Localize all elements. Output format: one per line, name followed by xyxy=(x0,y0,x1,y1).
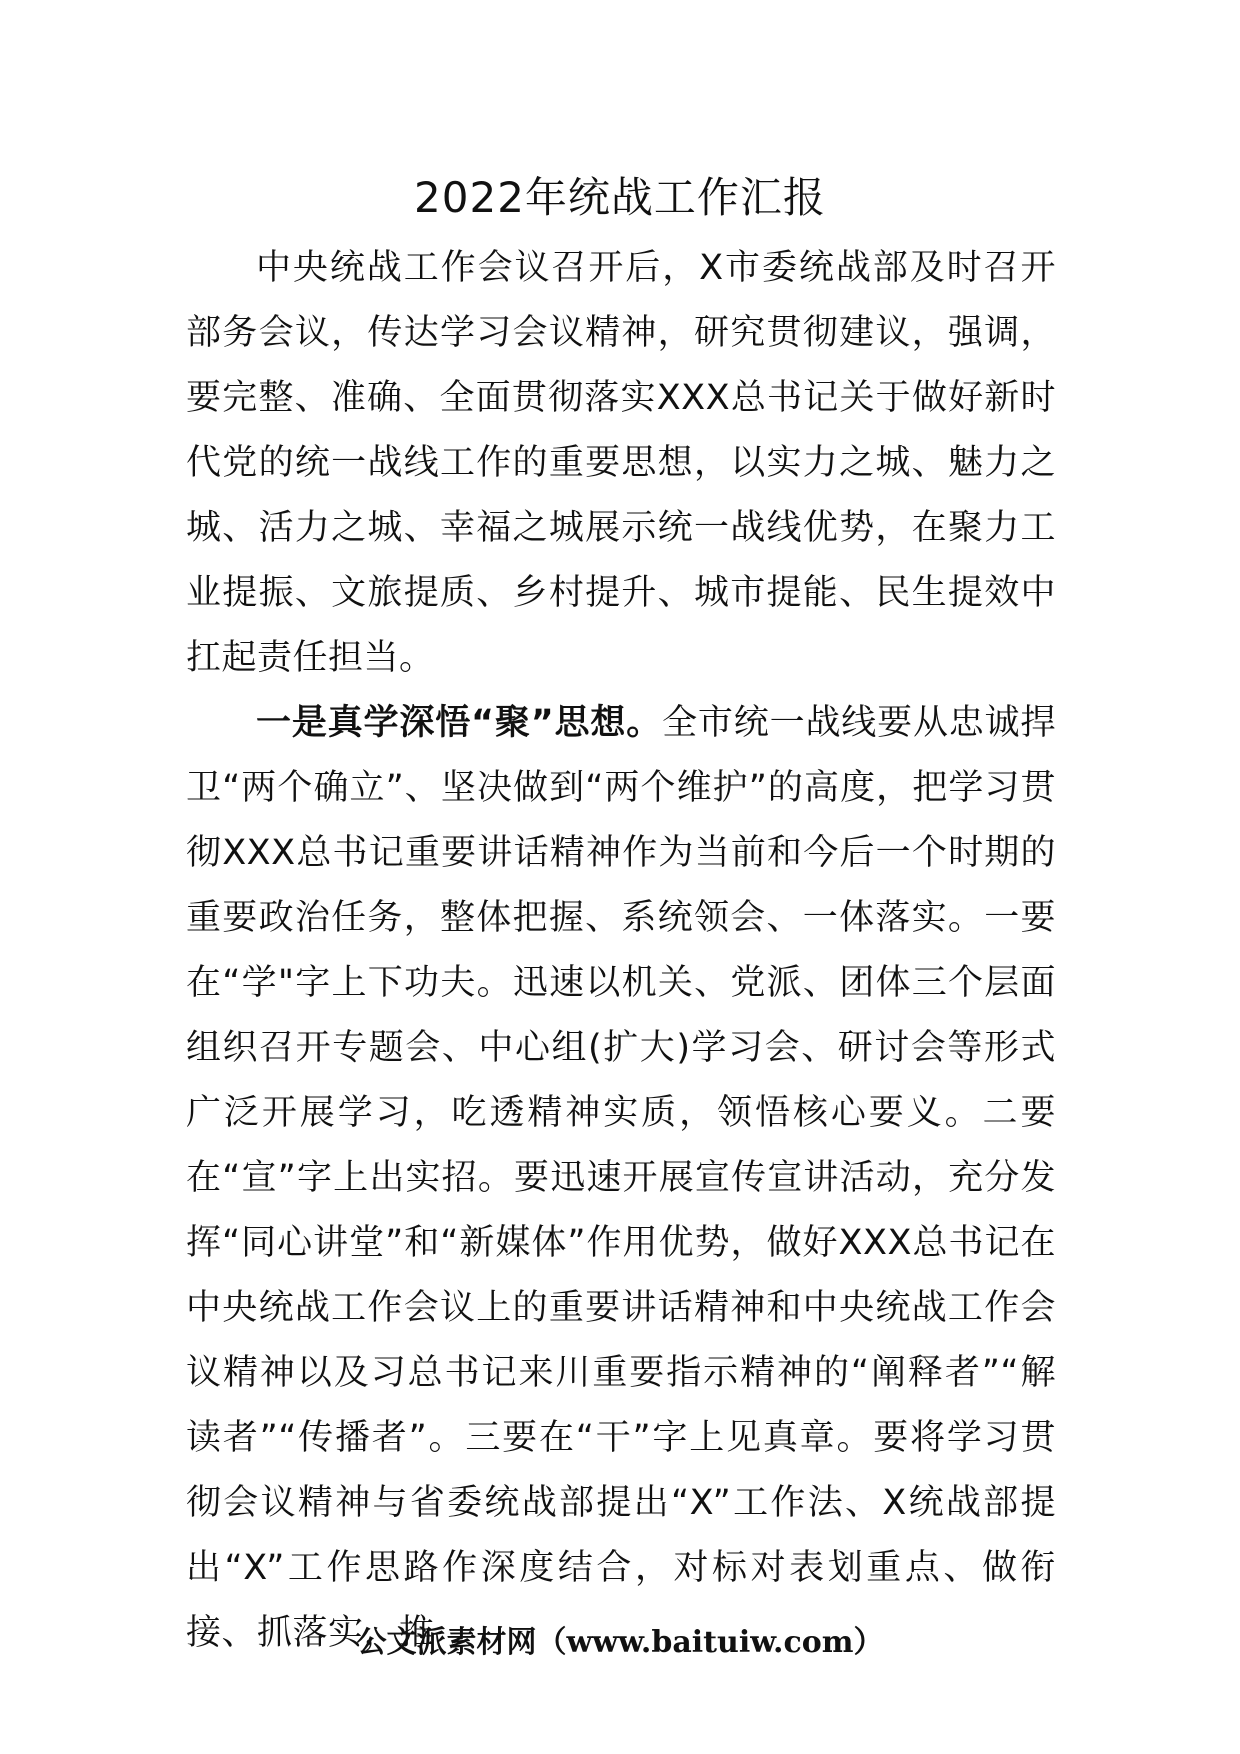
paragraph-intro-text: 中央统战工作会议召开后，X市委统战部及时召开部务会议，传达学习会议精神，研究贯彻建议，强调，要完整、准确、全面贯彻落实XXX总书记关于做好新时代党的统一战线工作的重要思想，以实力之城、魅力之城、活力之城、幸福之城展示统一战线优势，在聚力工业提振、文旅提质、乡村提升、城市提能、民生提效中扛起责任担当。 xyxy=(186,248,1056,678)
paragraph-intro xyxy=(186,236,1056,691)
paragraph-point-one xyxy=(186,691,1056,1666)
paragraph-point-one-lead: 一是真学深悟“聚”思想。 xyxy=(256,703,663,743)
footer-watermark: 公文派素材网（www.baituiw.com） xyxy=(356,1625,884,1660)
paragraph-point-one-text: 全市统一战线要从忠诚捍卫“两个确立”、坚决做到“两个维护”的高度，把学习贯彻XXX总书记重要讲话精神作为当前和今后一个时期的重要政治任务，整体把握、系统领会、一体落实。一要在“学"字上下功夫。迅速以机关、党派、团体三个层面组织召开专题会、中心组(扩大)学习会、研讨会等形式广泛开展学习，吃透精神实质，领悟核心要义。二要在“宣”字上出实招。要迅速开展宣传宣讲活动，充分发挥“同心讲堂”和“新媒体”作用优势，做好XXX总书记在中央统战工作会议上的重要讲话精神和中央统战工作会议精神以及习总书记来川重要指示精神的“阐释者”“解读者”“传播者”。三要在“干”字上见真章。要将学习贯彻会议精神与省委统战部提出“X”工作法、X统战部提出“X”工作思路作深度结合，对标对表划重点、做衔接、抓落实，推 xyxy=(186,703,1056,1653)
document-title: 2022年统战工作汇报 xyxy=(414,173,826,222)
document-body xyxy=(186,236,1056,1666)
